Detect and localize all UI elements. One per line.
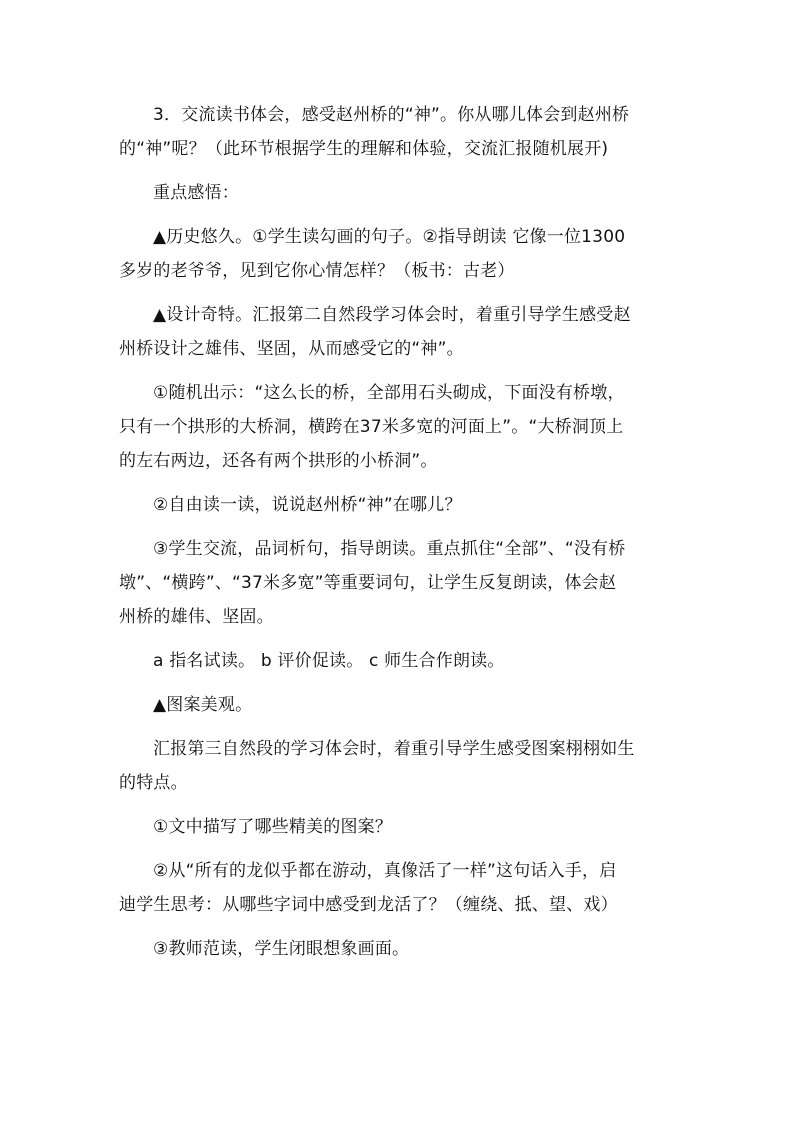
paragraph-beautiful-patterns [119,688,679,722]
paragraph-patterns-question [119,810,679,844]
text-line: 州桥的雄伟、坚固。 [119,607,274,627]
text-line: ③教师范读，学生闭眼想象画面。 [153,939,410,959]
text-line: ▲设计奇特。汇报第二自然段学习体会时，着重引导学生感受赵 [153,305,631,325]
paragraph-exchange-reading [119,98,679,166]
text-line: ▲图案美观。 [153,695,253,715]
paragraph-student-exchange [119,532,679,634]
text-line: 只有一个拱形的大桥洞，横跨在37米多宽的河面上”。“大桥洞顶上 [119,417,624,437]
text-line: 重点感悟： [153,183,239,203]
document-body [119,98,679,966]
paragraph-key-insights-heading [119,176,679,210]
text-line: 墩”、“横跨”、“37米多宽”等重要词句，让学生反复朗读，体会赵 [119,573,617,593]
text-line: 的“神”呢？（此环节根据学生的理解和体验，交流汇报随机展开) [119,139,609,159]
text-line: 州桥设计之雄伟、坚固，从而感受它的“神”。 [119,339,464,359]
text-line: a 指名试读。 b 评价促读。 c 师生合作朗读。 [153,651,505,671]
text-line: ②从“所有的龙似乎都在游动，真像活了一样”这句话入手，启 [153,861,617,881]
text-line: ②自由读一读，说说赵州桥“神”在哪儿？ [153,495,462,515]
paragraph-teacher-reading [119,932,679,966]
text-line: ①随机出示：“这么长的桥，全部用石头砌成，下面没有桥墩， [153,383,625,403]
paragraph-long-history [119,220,679,288]
text-line: 迪学生思考：从哪些字词中感受到龙活了？（缠绕、抵、望、戏） [119,895,618,915]
text-line: ③学生交流，品词析句，指导朗读。重点抓住“全部”、“没有桥 [153,539,626,559]
text-line: 的左右两边，还各有两个拱形的小桥洞”。 [119,451,438,471]
text-line: 的特点。 [119,773,188,793]
paragraph-unique-design [119,298,679,366]
paragraph-free-reading [119,488,679,522]
text-line: 多岁的老爷爷，见到它你心情怎样？（板书：古老） [119,261,515,281]
paragraph-reading-steps [119,644,679,678]
text-line: 3．交流读书体会，感受赵州桥的“神”。你从哪儿体会到赵州桥 [153,105,630,125]
paragraph-dragon-sentence [119,854,679,922]
text-line: 汇报第三自然段的学习体会时，着重引导学生感受图案栩栩如生 [153,739,635,759]
text-line: ▲历史悠久。①学生读勾画的句子。②指导朗读 它像一位1300 [153,227,626,247]
paragraph-third-section-report [119,732,679,800]
text-line: ①文中描写了哪些精美的图案？ [153,817,393,837]
paragraph-random-display [119,376,679,478]
